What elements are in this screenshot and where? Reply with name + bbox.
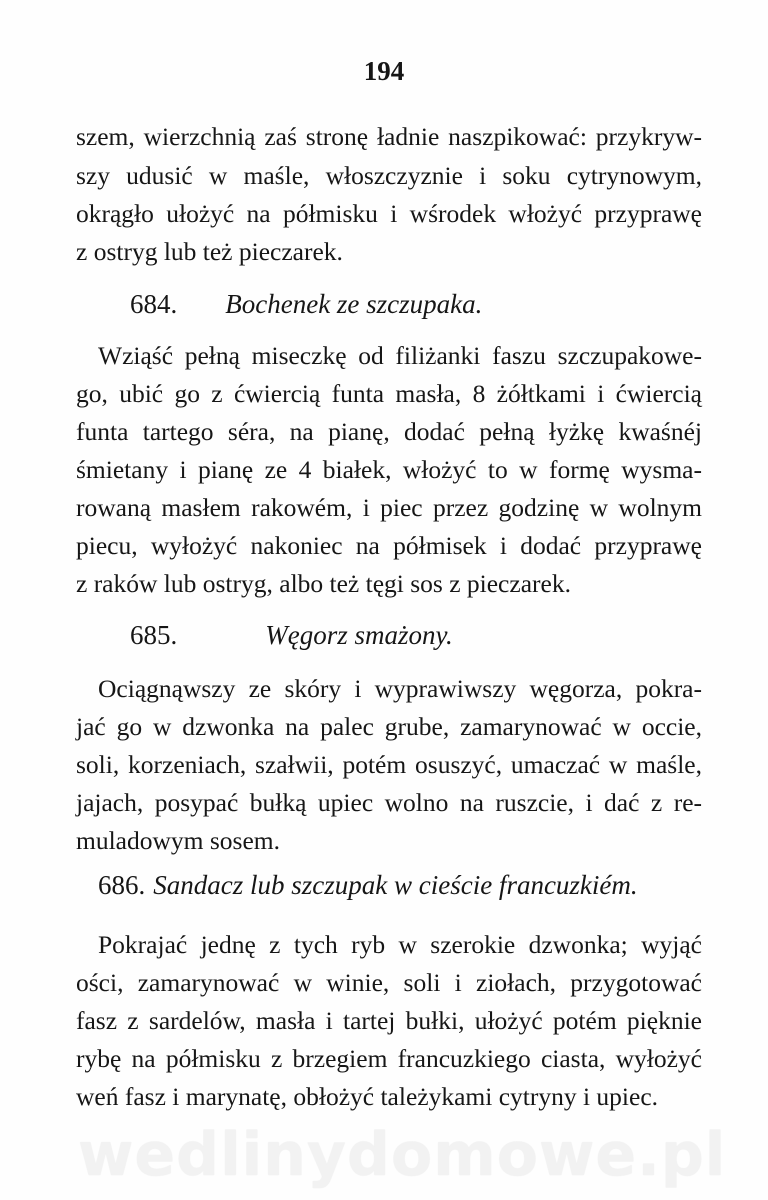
- text-line: szy udusić w maśle, włoszczyznie i soku cytrynowym,: [76, 161, 702, 190]
- text-line: rowaną masłem rakowém, i piec przez godzinę w wolnym: [76, 493, 702, 522]
- text-line: go, ubić go z ćwiercią funta masła, 8 żółtkami i ćwiercią: [76, 379, 702, 408]
- watermark: wedlinydomowe.pl: [78, 1120, 727, 1190]
- text-line: piecu, wyłożyć nakoniec na półmisek i dodać przyprawę: [76, 531, 702, 560]
- text-line: Ociągnąwszy ze skóry i wyprawiwszy węgorza, pokra-: [98, 674, 702, 703]
- recipe-heading: [130, 288, 482, 320]
- text-line: Wziąść pełną miseczkę od filiżanki faszu szczupakowe-: [98, 341, 702, 370]
- text-line: muladowym sosem.: [76, 826, 280, 855]
- text-line: weń fasz i marynatę, obłożyć tależykami cytryny i upiec.: [76, 1082, 659, 1111]
- text-line: Pokrajać jednę z tych ryb w szerokie dzwonka; wyjąć: [98, 930, 702, 959]
- recipe-number: 685.: [130, 620, 178, 650]
- text-line: ości, zamarynować w winie, soli i ziołach, przygotować: [76, 968, 702, 997]
- recipe-title: Sandacz lub szczupak w cieście francuzkiém.: [153, 870, 638, 900]
- recipe-title: Węgorz smażony.: [265, 620, 453, 650]
- text-line: rybę na półmisku z brzegiem francuzkiego ciasta, wyłożyć: [76, 1044, 702, 1073]
- text-line: jajach, posypać bułką upiec wolno na ruszcie, i dać z re-: [76, 788, 702, 817]
- text-line: szem, wierzchnią zaś stronę ładnie naszpikować: przykryw-: [76, 122, 702, 151]
- text-line: fasz z sardelów, masła i tartej bułki, ułożyć potém pięknie: [76, 1006, 702, 1035]
- text-line: z ostryg lub też pieczarek.: [76, 237, 343, 266]
- recipe-number: 684.: [130, 289, 178, 319]
- recipe-title: Bochenek ze szczupaka.: [225, 289, 483, 319]
- text-line: jać go w dzwonka na palec grube, zamarynować w occie,: [76, 712, 702, 741]
- recipe-heading: [130, 619, 453, 651]
- text-line: okrągło ułożyć na półmisku i wśrodek włożyć przyprawę: [76, 199, 702, 228]
- text-line: soli, korzeniach, szałwii, potém osuszyć, umaczać w maśle,: [76, 750, 702, 779]
- text-line: z raków lub ostryg, albo też tęgi sos z pieczarek.: [76, 569, 571, 598]
- recipe-number: 686.: [98, 870, 146, 900]
- text-line: funta tartego séra, na pianę, dodać pełną łyżkę kwaśnéj: [76, 417, 702, 446]
- page-number: 194: [363, 56, 405, 86]
- recipe-heading: [98, 869, 638, 901]
- text-line: śmietany i pianę ze 4 białek, włożyć to w formę wysma-: [76, 455, 702, 484]
